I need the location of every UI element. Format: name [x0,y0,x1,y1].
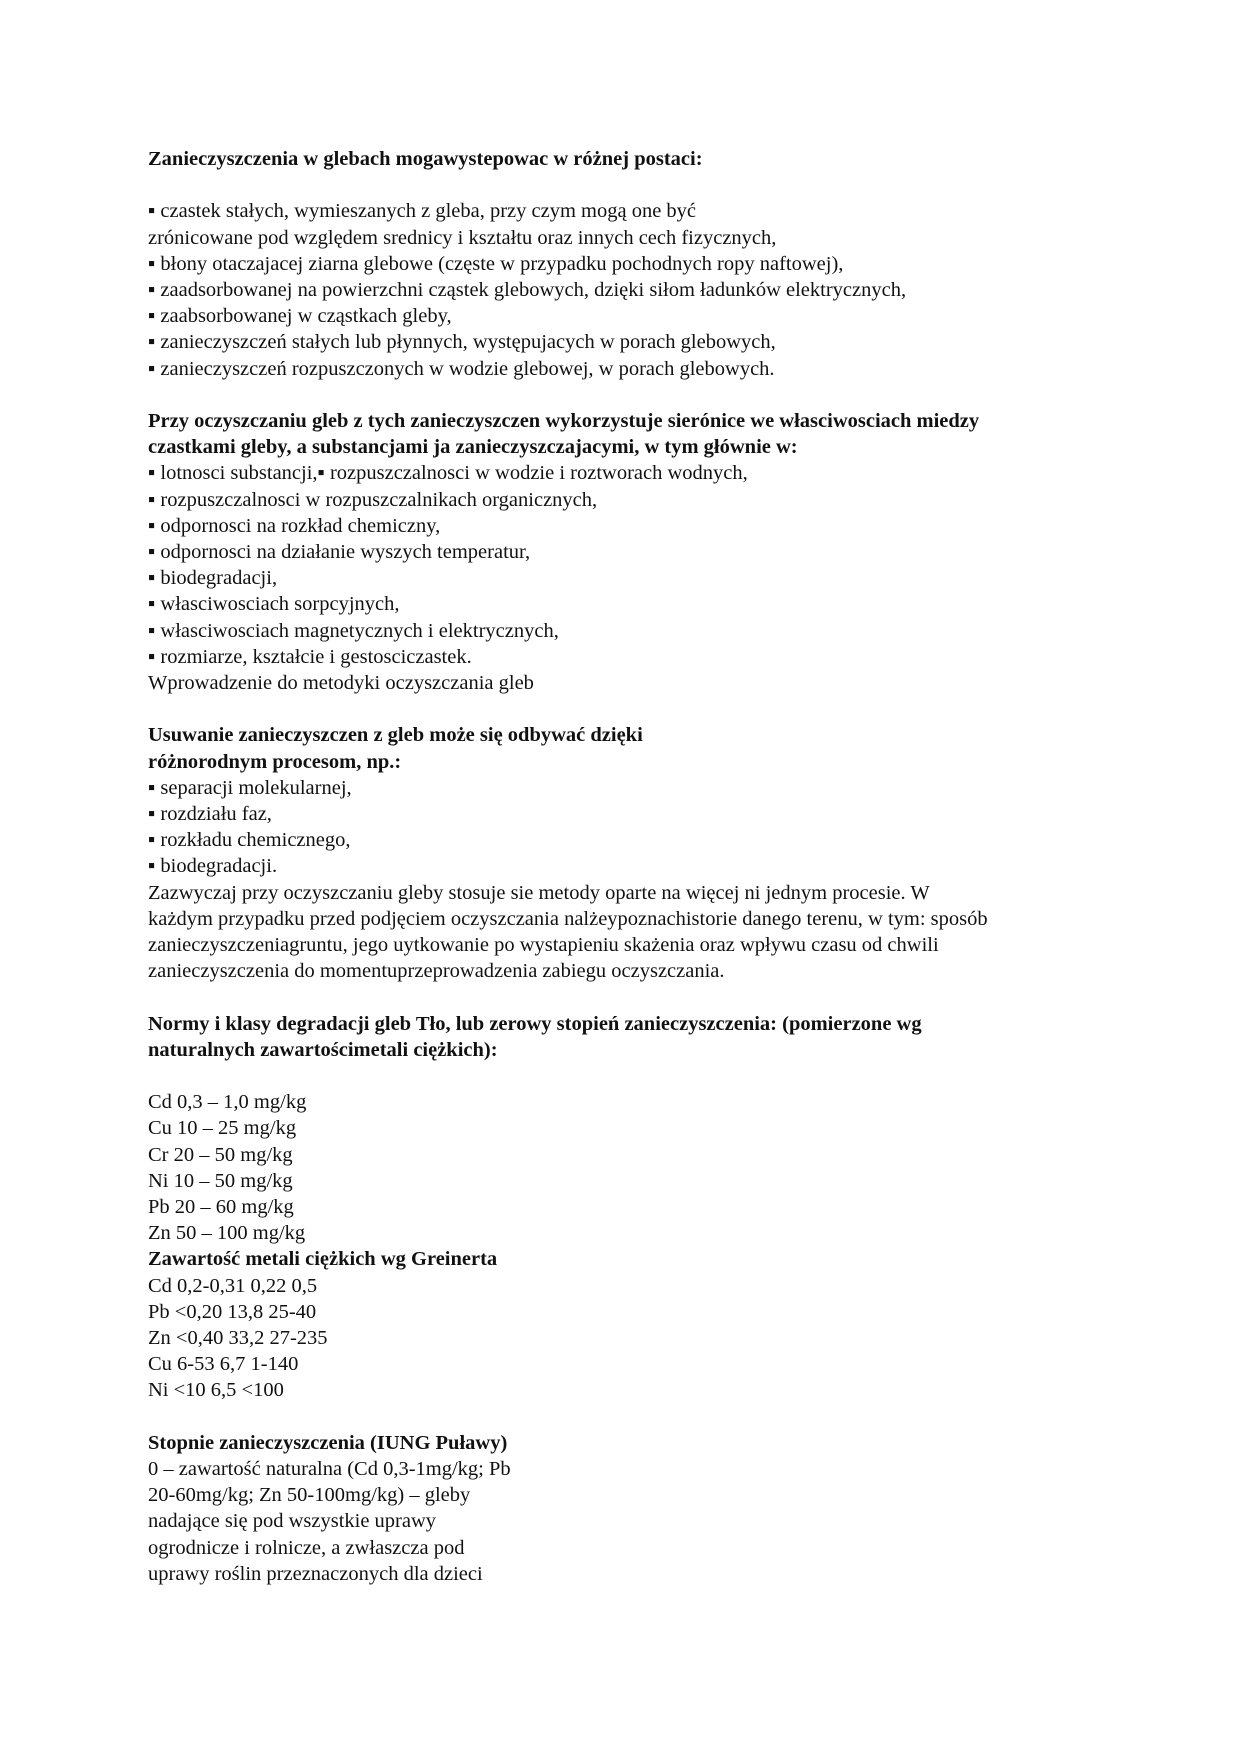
text-line: uprawy roślin przeznaczonych dla dzieci [148,1562,483,1585]
text-line: ▪ błony otaczajacej ziarna glebowe (częste w przypadku pochodnych ropy naftowej), [148,252,844,275]
section2-heading: Przy oczyszczaniu gleb z tych zanieczyszczen wykorzystuje sierónice we własciwosciach miedzy [148,410,980,432]
text-line: ▪ biodegradacji. [148,855,278,878]
text-line: ▪ zanieczyszczeń rozpuszczonych w wodzie glebowej, w porach glebowych. [148,357,775,380]
spacer [148,382,1108,408]
spacer [148,1404,1108,1430]
norm-line: Zn 50 – 100 mg/kg [148,1222,306,1245]
text-line: ▪ odpornosci na rozkład chemiczny, [148,514,441,537]
text-line: ▪ rozmiarze, kształcie i gestosciczastek. [148,645,472,668]
text-line: ▪ lotnosci substancji,▪ rozpuszczalnosci w wodzie i roztworach wodnych, [148,462,748,485]
greinert-line: Cu 6-53 6,7 1-140 [148,1353,299,1376]
text-line: Zazwyczaj przy oczyszczaniu gleby stosuje sie metody oparte na więcej ni jednym procesie. W [148,881,930,904]
text-line: zrónicowane pod względem srednicy i kształtu oraz innych cech fizycznych, [148,226,777,249]
norm-line: Cr 20 – 50 mg/kg [148,1143,293,1166]
spacer [148,1063,1108,1089]
norm-line: Cd 0,3 – 1,0 mg/kg [148,1091,307,1114]
text-line: ▪ zaabsorbowanej w cząstkach gleby, [148,305,452,328]
text-line: ▪ rozpuszczalnosci w rozpuszczalnikach organicznych, [148,488,598,511]
text-line: ▪ rozdziału faz, [148,803,272,826]
text-line: ▪ odpornosci na działanie wyszych temperatur, [148,541,531,564]
spacer [148,172,1108,198]
text-line: ▪ separacji molekularnej, [148,776,352,799]
norm-line: Ni 10 – 50 mg/kg [148,1169,293,1192]
norm-line: Pb 20 – 60 mg/kg [148,1196,294,1219]
text-line: nadające się pod wszystkie uprawy [148,1510,437,1533]
greinert-line: Ni <10 6,5 <100 [148,1379,284,1402]
spacer [148,984,1108,1010]
text-line: zanieczyszczenia do momentuprzeprowadzenia zabiegu oczyszczania. [148,960,725,983]
section3-heading: różnorodnym procesom, np.: [148,750,402,773]
text-line: ▪ czastek stałych, wymieszanych z gleba, przy czym mogą one być [148,200,697,223]
text-line: ▪ zaadsorbowanej na powierzchni cząstek glebowych, dzięki siłom ładunków elektrycznych, [148,279,907,301]
greinert-heading: Zawartość metali ciężkich wg Greinerta [148,1248,498,1271]
section2-heading: czastkami gleby, a substancjami ja zanieczyszczajacymi, w tym głównie w: [148,436,798,459]
norm-line: Cu 10 – 25 mg/kg [148,1117,297,1140]
spacer [148,696,1108,722]
section1-heading: Zanieczyszczenia w glebach mogawystepowac w różnej postaci: [148,148,703,170]
document-page [148,146,1108,1587]
text-line: ogrodnicze i rolnicze, a zwłaszcza pod [148,1536,465,1559]
text-line: Wprowadzenie do metodyki oczyszczania gleb [148,672,534,695]
greinert-line: Zn <0,40 33,2 27-235 [148,1327,328,1350]
section3-heading: Usuwanie zanieczyszczen z gleb może się odbywać dzięki [148,724,643,747]
text-line: ▪ własciwosciach magnetycznych i elektrycznych, [148,619,559,642]
section4-heading-rest: Tło, lub zerowy stopień zanieczyszczenia: (pomierzone wg [411,1012,922,1035]
text-line: zanieczyszczeniagruntu, jego uytkowanie po wystapieniu skażenia oraz wpływu czasu od chwili [148,934,939,957]
text-line: 0 – zawartość naturalna (Cd 0,3-1mg/kg; Pb [148,1458,511,1481]
section5-heading: Stopnie zanieczyszczenia (IUNG Puławy) [148,1431,508,1454]
text-line: ▪ biodegradacji, [148,567,278,590]
text-line: ▪ zanieczyszczeń stałych lub płynnych, występujacych w porach glebowych, [148,331,776,354]
text-line: 20-60mg/kg; Zn 50-100mg/kg) – gleby [148,1484,471,1507]
text-line: ▪ rozkładu chemicznego, [148,829,351,852]
greinert-line: Pb <0,20 13,8 25-40 [148,1300,317,1323]
text-line: każdym przypadku przed podjęciem oczyszczania nalżeypoznachistorie danego terenu, w tym: sposób [148,907,988,930]
section4-heading [148,1011,1108,1037]
greinert-line: Cd 0,2-0,31 0,22 0,5 [148,1274,318,1297]
text-line: ▪ własciwosciach sorpcyjnych, [148,593,400,616]
section4-heading-line2: naturalnych zawartościmetali ciężkich): [148,1038,498,1061]
section4-heading-bold: Normy i klasy degradacji gleb [148,1012,412,1035]
